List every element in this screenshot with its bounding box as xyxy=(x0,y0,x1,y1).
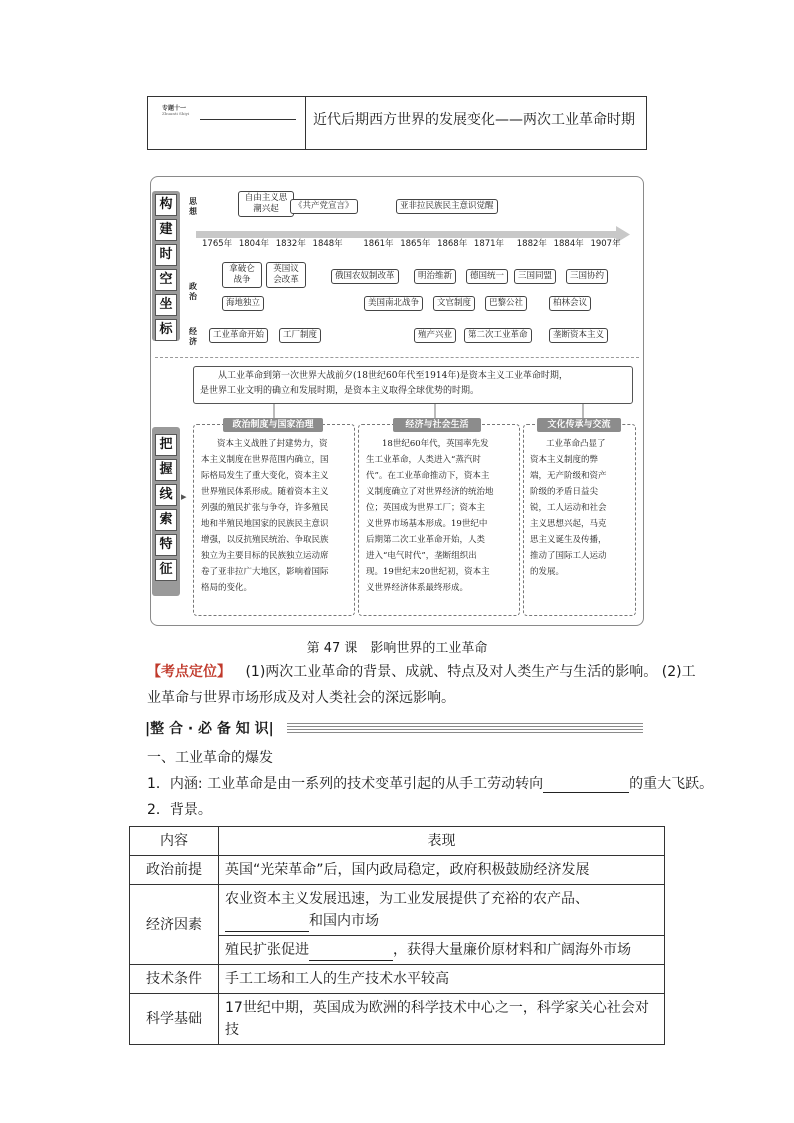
feature-column-body xyxy=(530,436,607,580)
side-char: 建 xyxy=(155,219,177,241)
timeline-side-strip xyxy=(152,191,180,341)
table-cell: 17世纪中期，英国成为欧洲的科学技术中心之一，科学家关心社会对技 xyxy=(219,994,665,1045)
summary-line: 是世界工业文明的确立和发展时期，是资本主义取得全球优势的时期。 xyxy=(200,386,480,396)
table-cell xyxy=(219,936,665,965)
year-label: 1861年 xyxy=(363,239,394,249)
table-header: 内容 xyxy=(130,827,219,856)
feature-column-title: 经济与社会生活 xyxy=(393,418,481,432)
column-line: 列强的殖民扩张与争夺，许多殖民 xyxy=(201,503,329,513)
feature-column-body xyxy=(201,436,329,596)
column-line: 增强，以反抗殖民统治、争取民族 xyxy=(201,535,329,545)
kaodian-label: 【考点定位】 xyxy=(147,664,231,680)
column-line: 推动了国际工人运动 xyxy=(530,551,607,561)
column-line: 工业革命凸显了 xyxy=(546,439,606,449)
side-char: 特 xyxy=(155,534,177,556)
item-2: 2．背景。 xyxy=(147,802,212,818)
year-label: 1868年 xyxy=(437,239,468,249)
summary-box xyxy=(193,366,633,404)
column-line: 现。19世纪末20世纪初，资本主 xyxy=(366,567,490,577)
chapter-tag: 专题十一 xyxy=(162,105,187,112)
side-char: 空 xyxy=(155,269,177,291)
column-line: 位；英国成为世界工厂；资本主 xyxy=(366,503,486,513)
fill-blank[interactable] xyxy=(543,778,629,793)
timeline-politics-item: 海地独立 xyxy=(222,296,264,311)
table-cell: 手工工场和工人的生产技术水平较高 xyxy=(219,965,665,994)
column-line: 义世界市场基本形成。19世纪中 xyxy=(366,519,488,529)
banner-hatch xyxy=(287,721,643,733)
table-cell xyxy=(219,885,665,936)
feature-column-title: 政治制度与国家治理 xyxy=(223,418,323,432)
column-line: 进入“电气时代”，垄断组织出 xyxy=(366,551,477,561)
column-line: 世界殖民体系形成。随着资本主义 xyxy=(201,487,329,497)
table-header-row xyxy=(130,827,665,856)
year-label: 1884年 xyxy=(553,239,584,249)
banner-label: |整 合 · 必 备 知 识| xyxy=(145,721,274,737)
column-line: 阶级的矛盾日益尖 xyxy=(530,487,599,497)
column-line: 后期第二次工业革命开始，人类 xyxy=(366,535,486,545)
column-line: 义世界经济体系最终形成。 xyxy=(366,583,469,593)
kaodian-line xyxy=(147,661,696,681)
table-cell: 英国“光荣革命”后，国内政局稳定，政府积极鼓励经济发展 xyxy=(219,856,665,885)
side-char: 时 xyxy=(155,244,177,266)
item-1-suffix: 的重大飞跃。 xyxy=(629,776,714,792)
year-label: 1871年 xyxy=(473,239,505,249)
year-label: 1907年 xyxy=(590,239,621,249)
item-1 xyxy=(147,773,713,793)
year-label: 1832年 xyxy=(275,239,306,249)
fill-blank[interactable] xyxy=(309,946,393,961)
side-char: 征 xyxy=(155,559,177,581)
chapter-header xyxy=(147,96,647,150)
row-label-thought: 思想 xyxy=(189,196,197,216)
column-line: 本主义制度在世界范围内确立，国 xyxy=(201,455,329,465)
year-label: 1848年 xyxy=(312,239,343,249)
timeline-thought-item: 亚非拉民族民主意识觉醒 xyxy=(396,199,498,214)
year-label: 1882年 xyxy=(516,239,547,249)
table-row xyxy=(130,965,665,994)
summary-line: 从工业革命到第一次世界大战前夕(18世纪60年代至1914年)是资本主义工业革命时期， xyxy=(218,371,568,381)
column-line: 端，无产阶级和资产 xyxy=(530,471,607,481)
timeline-politics-item: 美国南北战争 xyxy=(364,296,423,311)
timeline-politics-item: 俄国农奴制改革 xyxy=(331,269,399,284)
table-row xyxy=(130,856,665,885)
column-line: 义制度确立了对世界经济的统治地 xyxy=(366,487,494,497)
background-table xyxy=(129,826,665,1045)
timeline-politics-item: 德国统一 xyxy=(466,269,508,284)
timeline-politics-item: 明治维新 xyxy=(414,269,456,284)
table-cell-text: 殖民扩张促进 xyxy=(225,942,309,958)
column-line: 地和半殖民地国家的民族民主意识 xyxy=(201,519,329,529)
table-cell-label: 科学基础 xyxy=(130,994,219,1045)
timeline-economy-item: 工业革命开始 xyxy=(209,328,268,343)
column-line: 卷了亚非拉广大地区，影响着国际 xyxy=(201,567,329,577)
timeline-years xyxy=(202,237,621,249)
side-char: 标 xyxy=(155,319,177,341)
side-char: 把 xyxy=(155,434,177,456)
column-line: 的发展。 xyxy=(530,567,565,577)
column-line: 代”。在工业革命推动下，资本主 xyxy=(366,471,490,481)
row-label-politics: 政治 xyxy=(189,281,197,301)
table-cell-line: 农业资本主义发展迅速，为工业发展提供了充裕的农产品、 xyxy=(225,891,589,907)
table-cell-label: 政治前提 xyxy=(130,856,219,885)
kaodian-text: (1)两次工业革命的背景、成就、特点及对人类生产与生活的影响。 (2)工 xyxy=(245,664,696,680)
column-line: 锐，工人运动和社会 xyxy=(530,503,607,513)
row-label-economy: 经济 xyxy=(189,326,197,346)
table-cell-label: 经济因素 xyxy=(130,885,219,965)
year-label: 1765年 xyxy=(202,239,233,249)
kaodian-text-cont: 业革命与世界市场形成及对人类社会的深远影响。 xyxy=(147,690,455,706)
timeline-thought-item: 《共产党宣言》 xyxy=(290,199,358,214)
timeline-economy-item: 垄断资本主义 xyxy=(549,328,608,343)
chapter-tag-sub: Zhuanti Shiyi xyxy=(162,111,190,116)
column-line: 独立为主要目标的民族独立运动席 xyxy=(201,551,329,561)
column-line: 资本主义制度的弊 xyxy=(530,455,599,465)
timeline-economy-item: 工厂制度 xyxy=(279,328,321,343)
column-line: 资本主义战胜了封建势力，资 xyxy=(217,439,328,449)
table-cell-text: 和国内市场 xyxy=(309,913,379,929)
column-line: 生工业革命，人类进入“蒸汽时 xyxy=(366,455,481,465)
side-char: 坐 xyxy=(155,294,177,316)
side-char: 握 xyxy=(155,459,177,481)
item-1-prefix: 1．内涵: 工业革命是由一系列的技术变革引起的从手工劳动转向 xyxy=(147,776,544,792)
column-line: 际格局发生了重大变化，资本主义 xyxy=(201,471,329,481)
section-heading: 一、工业革命的爆发 xyxy=(147,750,273,766)
timeline-economy-item: 殖产兴业 xyxy=(414,328,456,343)
feature-column-body xyxy=(366,436,494,596)
timeline-politics-item: 柏林会议 xyxy=(549,296,591,311)
feature-column-title: 文化传承与交流 xyxy=(537,418,621,432)
column-line: 主义思想兴起，马克 xyxy=(530,519,607,529)
table-cell-text: ，获得大量廉价原材料和广阔海外市场 xyxy=(393,942,631,958)
table-row xyxy=(130,885,665,936)
lesson-title: 第 47 课 影响世界的工业革命 xyxy=(306,641,488,656)
year-label: 1804年 xyxy=(238,239,269,249)
side-char: 构 xyxy=(155,194,177,216)
table-header: 表现 xyxy=(219,827,665,856)
timeline-politics-item: 拿破仑战争 xyxy=(222,262,262,288)
arrow-right-icon: ▸ xyxy=(181,490,187,503)
table-cell-label: 技术条件 xyxy=(130,965,219,994)
year-label: 1865年 xyxy=(400,239,431,249)
features-side-strip xyxy=(152,427,180,596)
table-row xyxy=(130,994,665,1045)
side-char: 线 xyxy=(155,484,177,506)
timeline-economy-item: 第二次工业革命 xyxy=(464,328,532,343)
table-cell-line xyxy=(225,910,658,932)
timeline-politics-item: 英国议会改革 xyxy=(266,262,306,288)
header-rule xyxy=(200,119,296,120)
timeline-thought-item: 自由主义思潮兴起 xyxy=(238,191,294,217)
section-banner xyxy=(145,718,645,736)
header-divider xyxy=(305,97,306,149)
fill-blank[interactable] xyxy=(225,917,309,932)
column-line: 18世纪60年代，英国率先发 xyxy=(382,439,489,449)
timeline-politics-item: 巴黎公社 xyxy=(485,296,527,311)
timeline-politics-item: 三国同盟 xyxy=(514,269,556,284)
column-line: 格局的变化。 xyxy=(201,583,253,593)
timeline-politics-item: 文官制度 xyxy=(433,296,475,311)
timeline-politics-item: 三国协约 xyxy=(566,269,608,284)
side-char: 索 xyxy=(155,509,177,531)
section-separator xyxy=(155,357,639,358)
chapter-title: 近代后期西方世界的发展变化——两次工业革命时期 xyxy=(313,112,635,128)
column-line: 思主义诞生及传播， xyxy=(530,535,607,545)
